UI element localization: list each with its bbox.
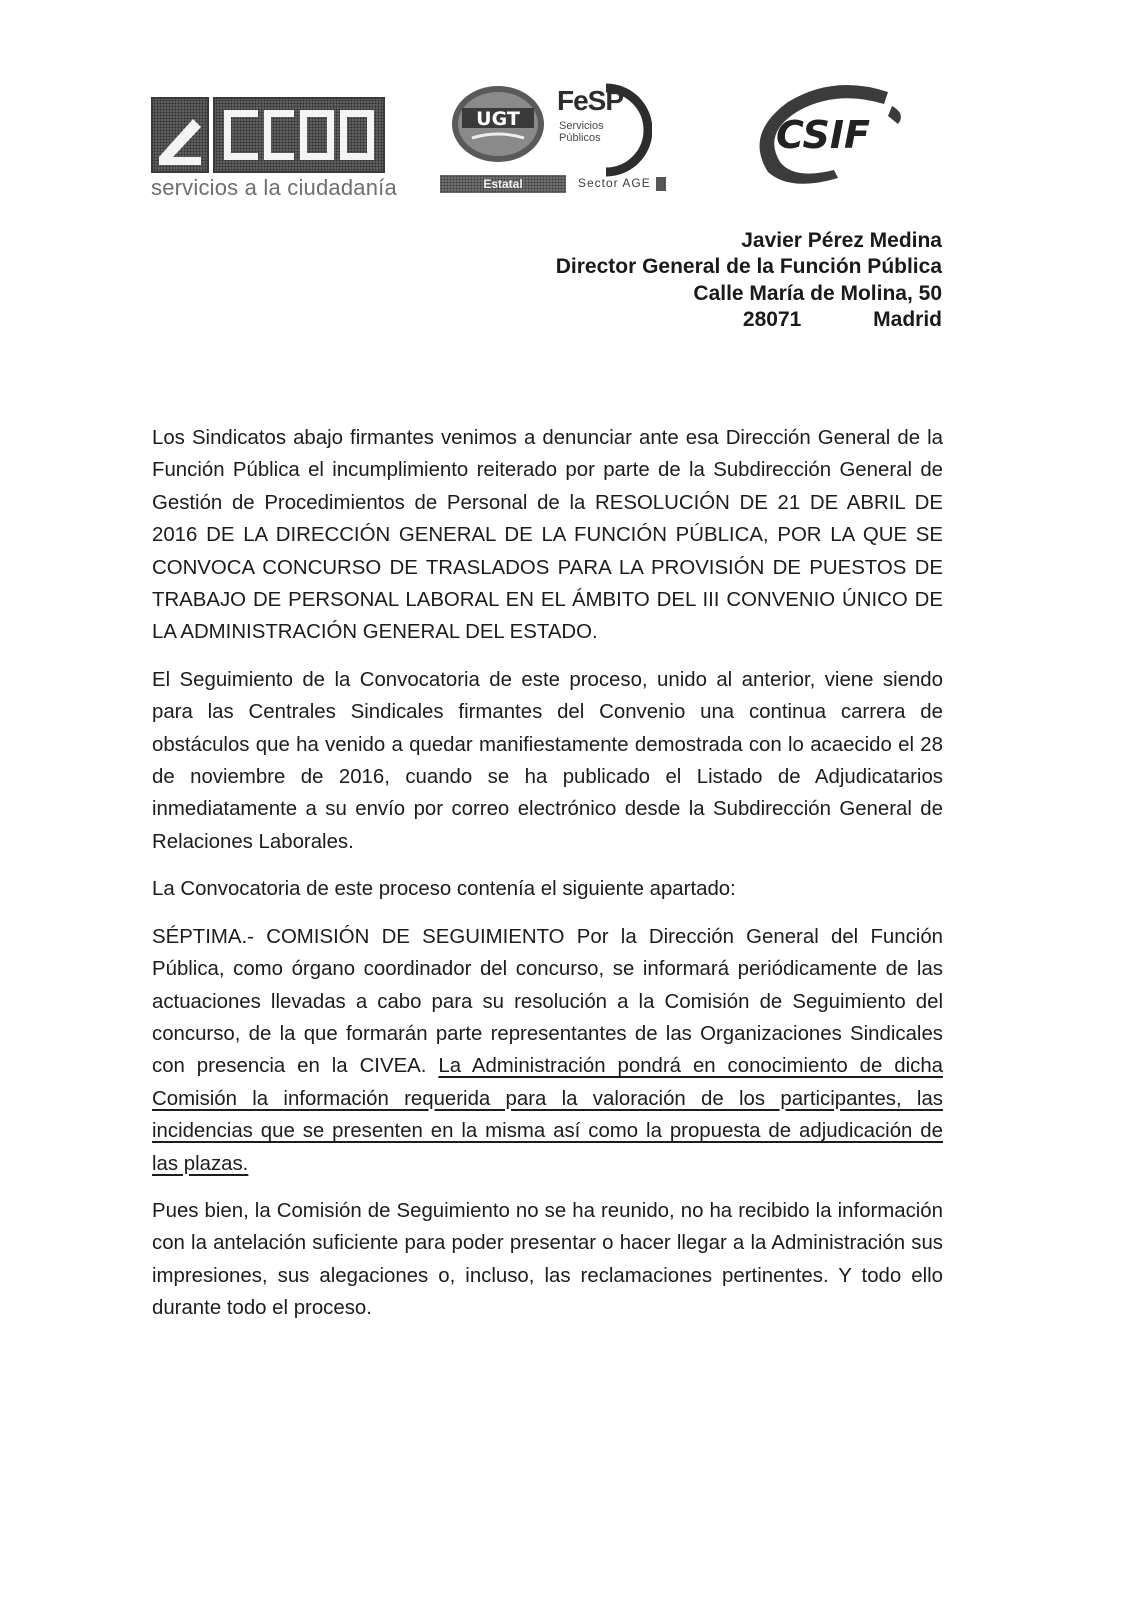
body-paragraph: Pues bien, la Comisión de Seguimiento no se ha reunido, no ha recibido la información con la antelación suficiente para poder presentar o hacer llegar a la Administración sus impresiones, sus alegaciones o, incluso, las reclamaciones pertinentes. Y todo ello durante todo el proceso. bbox=[152, 1199, 943, 1320]
recipient-street: Calle María de Molina, 50 bbox=[693, 281, 942, 305]
ccoo-tagline: servicios a la ciudadanía bbox=[151, 175, 397, 200]
body-paragraph-septima bbox=[152, 921, 943, 1180]
csif-logo bbox=[738, 80, 918, 190]
recipient-postal-line bbox=[422, 307, 942, 333]
recipient-address bbox=[422, 228, 942, 333]
fesp-subtitle-line: Públicos bbox=[559, 132, 601, 144]
septima-underlined-text: La Administración pondrá en conocimiento de dicha Comisión la información requerida para la valoración de los participantes, las incidencias que se presenten en la misma así como la propuesta de adjudicación de las plazas. bbox=[152, 1055, 943, 1175]
ugt-estatal-bar: Estatal bbox=[440, 175, 566, 193]
recipient-city: Madrid bbox=[873, 307, 942, 331]
ccoo-logo bbox=[151, 97, 397, 207]
body-paragraph: Los Sindicatos abajo firmantes venimos a denunciar ante esa Dirección General de la Función Pública el incumplimiento reiterado por parte de la Subdirección General de Gestión de Procedimientos de Personal de la RESOLUCIÓN DE 21 DE ABRIL DE 2016 DE LA DIRECCIÓN GENERAL DE LA FUNCIÓN PÚBLICA, POR LA QUE SE CONVOCA CONCURSO DE TRASLADOS PARA LA PROVISIÓN DE PUESTOS DE TRABAJO DE PERSONAL LABORAL EN EL ÁMBITO DEL III CONVENIO ÚNICO DE LA ADMINISTRACIÓN GENERAL DEL ESTADO. bbox=[152, 427, 943, 644]
fesp-text: FeSP bbox=[557, 85, 624, 116]
septima-text: SÉPTIMA.- COMISIÓN DE SEGUIMIENTO Por la Dirección General del Función Pública, como órgano coordinador del concurso, se informará periódicamente de las actuaciones llevadas a cabo para su resolución a la Comisión de Seguimiento del concurso, de la que formarán parte representantes de las Organizaciones Sindicales con presencia en la CIVEA. bbox=[152, 925, 943, 1078]
ccoo-letter bbox=[340, 110, 374, 160]
body-paragraph: La Convocatoria de este proceso contenía el siguiente apartado: bbox=[152, 878, 736, 901]
ccoo-emblem-icon bbox=[151, 97, 209, 173]
body-paragraph: El Seguimiento de la Convocatoria de este proceso, unido al anterior, viene siendo para las Centrales Sindicales firmantes del Convenio una continua carrera de obstáculos que ha venido a quedar manifiestamente demostrada con lo acaecido el 28 de noviembre de 2016, cuando se ha publicado el Listado de Adjudicatarios inmediatamente a su envío por correo electrónico desde la Subdirección General de Relaciones Laborales. bbox=[152, 668, 943, 853]
ccoo-letter bbox=[300, 110, 334, 160]
recipient-name: Javier Pérez Medina bbox=[741, 229, 942, 252]
ccoo-letters bbox=[213, 97, 385, 173]
recipient-postal-code: 28071 bbox=[742, 307, 802, 331]
ugt-emblem-icon bbox=[450, 84, 546, 164]
ugt-sector-label: Sector AGE bbox=[578, 176, 651, 190]
ugt-emblem-text: UGT bbox=[476, 108, 520, 130]
ccoo-letter bbox=[264, 110, 294, 160]
fesp-subtitle-line: Servicios bbox=[559, 120, 604, 132]
ccoo-letter bbox=[224, 110, 258, 160]
fesp-subtitle bbox=[559, 120, 604, 144]
csif-logo-text: CSIF bbox=[776, 113, 870, 157]
recipient-title: Director General de la Función Pública bbox=[555, 255, 942, 279]
ugt-fesp-logo bbox=[440, 80, 680, 200]
ugt-square-icon bbox=[656, 177, 666, 191]
letter-body bbox=[152, 422, 943, 1325]
